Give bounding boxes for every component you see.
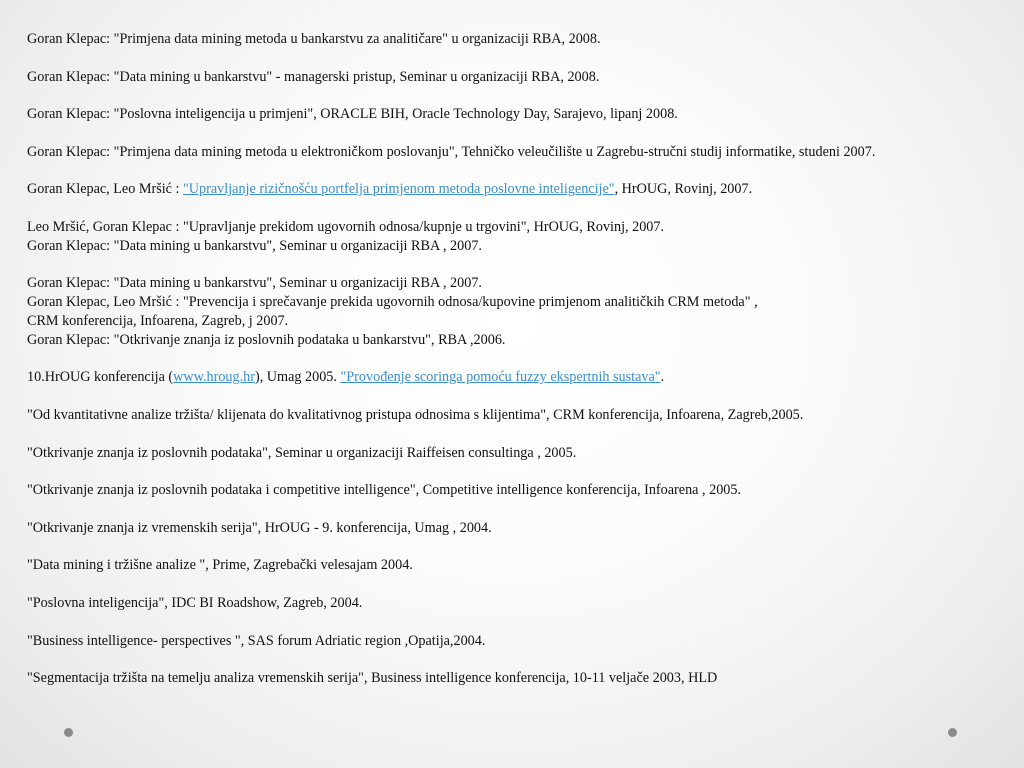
spacer [27,462,1007,481]
left-decorative-dot [64,728,73,737]
reference-line: Goran Klepac: "Data mining u bankarstvu", Seminar u organizaciji RBA , 2007. [27,237,482,254]
spacer [27,425,1007,444]
reference-link-fuzzy-scoring[interactable]: "Provođenje scoringa pomoću fuzzy ekspertnih sustava" [340,369,661,386]
spacer [27,575,1007,594]
reference-line: "Otkrivanje znanja iz poslovnih podataka i competitive intelligence", Competitive intelligence konferencija, Infoarena , 2005. [27,482,742,499]
reference-line: "Poslovna inteligencija", IDC BI Roadshow, Zagreb, 2004. [27,594,363,611]
reference-text: . [660,369,665,386]
right-decorative-dot [948,728,957,737]
references-list [27,30,1007,688]
reference-line: Leo Mršić, Goran Klepac : "Upravljanje prekidom ugovornih odnosa/kupnje u trgovini", HrOUG, Rovinj, 2007. [27,218,665,235]
reference-line: "Od kvantitativne analize tržišta/ klijenata do kvalitativnog pristupa odnosima s klijentima", CRM konferencija, Infoarena, Zagreb,2005. [27,406,804,423]
reference-link-portfolio-risk[interactable]: "Upravljanje rizičnošću portfelja primjenom metoda poslovne inteligencije" [183,181,615,198]
spacer [27,49,1007,68]
reference-line: Goran Klepac: "Poslovna inteligencija u primjeni", ORACLE BIH, Oracle Technology Day, Sarajevo, lipanj 2008. [27,106,678,123]
hroug-website-link[interactable]: www.hroug.hr [173,369,255,386]
spacer [27,256,1007,275]
reference-line: "Business intelligence- perspectives ", SAS forum Adriatic region ,Opatija,2004. [27,632,486,649]
spacer [27,538,1007,557]
spacer [27,199,1007,218]
reference-line: Goran Klepac: "Data mining u bankarstvu", Seminar u organizaciji RBA , 2007. [27,275,482,292]
reference-text: 10.HrOUG konferencija ( [27,369,174,386]
reference-line: "Otkrivanje znanja iz poslovnih podataka", Seminar u organizaciji Raiffeisen consultinga , 2005. [27,444,577,461]
spacer [27,500,1007,519]
reference-line: "Otkrivanje znanja iz vremenskih serija", HrOUG - 9. konferencija, Umag , 2004. [27,519,492,536]
spacer [27,86,1007,105]
reference-line: CRM konferencija, Infoarena, Zagreb, j 2007. [27,312,289,329]
reference-line: Goran Klepac: "Primjena data mining metoda u bankarstvu za analitičare" u organizaciji RBA, 2008. [27,31,601,47]
reference-line: Goran Klepac: "Otkrivanje znanja iz poslovnih podataka u bankarstvu", RBA ,2006. [27,331,506,348]
reference-line: Goran Klepac: "Primjena data mining metoda u elektroničkom poslovanju", Tehničko veleučilište u Zagrebu-stručni studij informatike, studeni 2007. [27,143,876,160]
spacer [27,350,1007,369]
spacer [27,650,1007,669]
reference-line: Goran Klepac: "Data mining u bankarstvu" - managerski pristup, Seminar u organizaciji RBA, 2008. [27,68,600,85]
spacer [27,162,1007,181]
reference-line-with-links [27,368,1007,387]
reference-line: "Segmentacija tržišta na temelju analiza vremenskih serija", Business intelligence konferencija, 10-11 veljače 2003, HLD [27,670,718,687]
reference-text: , HrOUG, Rovinj, 2007. [614,181,753,198]
reference-line-with-link [27,180,1007,199]
spacer [27,124,1007,143]
reference-line: "Data mining i tržišne analize ", Prime, Zagrebački velesajam 2004. [27,557,413,574]
spacer [27,613,1007,632]
reference-line: Goran Klepac, Leo Mršić : "Prevencija i sprečavanje prekida ugovornih odnosa/kupovine primjenom analitičkih CRM metoda" , [27,294,758,311]
reference-text: Goran Klepac, Leo Mršić : [27,181,184,198]
reference-text: ), Umag 2005. [254,369,341,386]
spacer [27,387,1007,406]
